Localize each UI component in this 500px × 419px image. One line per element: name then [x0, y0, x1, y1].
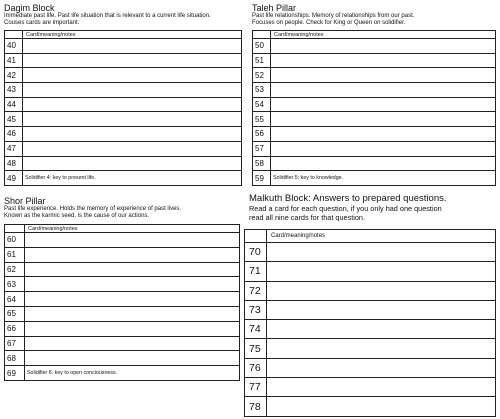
- row-number: 61: [5, 247, 25, 262]
- row-number: 57: [253, 141, 271, 156]
- solidifier-note: Solidifier 4: key to present life.: [23, 171, 242, 186]
- row-number: 42: [5, 68, 23, 83]
- solidifier-note: Solidifier 6: key to open conciousness.: [25, 366, 240, 381]
- shor-table-header: Card/meaning/notes: [25, 225, 240, 233]
- notes-cell[interactable]: [25, 277, 240, 292]
- notes-cell[interactable]: [271, 39, 496, 54]
- shor-table: [4, 224, 240, 381]
- shor-desc-line-1: Past life experience. Holds the memory of experience of past lives.: [4, 206, 182, 212]
- row-number: 63: [5, 277, 25, 292]
- notes-cell[interactable]: [25, 306, 240, 321]
- taleh-desc-line-2: Focuses on people. Check for King or Queen on solidifier.: [252, 20, 406, 26]
- row-number: 66: [5, 321, 25, 336]
- notes-cell[interactable]: [271, 53, 496, 68]
- row-number: 60: [5, 233, 25, 248]
- row-number: 59: [253, 171, 271, 186]
- row-number: 73: [245, 300, 267, 319]
- dagim-desc-line-1: Immediate past life. Past life situation that is relevant to a current life situation.: [4, 13, 211, 19]
- row-number: 53: [253, 83, 271, 98]
- notes-cell[interactable]: [25, 336, 240, 351]
- notes-cell[interactable]: [23, 127, 242, 142]
- row-number: 45: [5, 112, 23, 127]
- notes-cell[interactable]: [23, 112, 242, 127]
- row-number: 52: [253, 68, 271, 83]
- notes-cell[interactable]: [267, 378, 496, 397]
- malkuth-table: [244, 229, 496, 417]
- row-number: 65: [5, 306, 25, 321]
- taleh-table: [252, 30, 496, 186]
- notes-cell[interactable]: [267, 358, 496, 377]
- row-number: 67: [5, 336, 25, 351]
- row-number: 72: [245, 281, 267, 300]
- row-number: 69: [5, 366, 25, 381]
- malkuth-title: Malkuth Block: Answers to prepared questions.: [249, 193, 447, 204]
- row-number: 48: [5, 156, 23, 171]
- row-number: 51: [253, 53, 271, 68]
- shor-block: [4, 196, 244, 220]
- notes-cell[interactable]: [23, 83, 242, 98]
- row-number: 44: [5, 97, 23, 112]
- dagim-block: [4, 3, 244, 27]
- row-number: 50: [253, 39, 271, 54]
- taleh-table-header: Card/meaning/notes: [271, 31, 496, 39]
- row-number: 75: [245, 339, 267, 358]
- row-number: 64: [5, 292, 25, 307]
- row-number: 68: [5, 351, 25, 366]
- notes-cell[interactable]: [25, 233, 240, 248]
- malkuth-desc-line-1: Read a card for each question, if you only had one question: [249, 204, 442, 213]
- notes-cell[interactable]: [267, 339, 496, 358]
- row-number: 70: [245, 243, 267, 262]
- notes-cell[interactable]: [271, 141, 496, 156]
- solidifier-note: Solidifier 5: key to knowledge.: [271, 171, 496, 186]
- row-number: 41: [5, 53, 23, 68]
- dagim-table: [4, 30, 242, 186]
- taleh-block: [252, 3, 496, 27]
- notes-cell[interactable]: [23, 39, 242, 54]
- row-number: 71: [245, 262, 267, 281]
- notes-cell[interactable]: [25, 292, 240, 307]
- notes-cell[interactable]: [25, 351, 240, 366]
- notes-cell[interactable]: [271, 112, 496, 127]
- row-number: 54: [253, 97, 271, 112]
- shor-title: Shor Pillar: [4, 196, 46, 206]
- row-number: 74: [245, 320, 267, 339]
- malkuth-table-header: Card/meaning/notes: [267, 230, 496, 243]
- taleh-desc-line-1: Past life relationships. Memory of relationships from our past.: [252, 13, 415, 19]
- malkuth-desc-line-2: read all nine cards for that question.: [249, 213, 366, 222]
- notes-cell[interactable]: [267, 397, 496, 416]
- notes-cell[interactable]: [267, 300, 496, 319]
- row-number: 76: [245, 358, 267, 377]
- row-number: 40: [5, 39, 23, 54]
- notes-cell[interactable]: [271, 127, 496, 142]
- row-number: 55: [253, 112, 271, 127]
- malkuth-block: [249, 193, 497, 222]
- notes-cell[interactable]: [271, 68, 496, 83]
- dagim-title: Dagim Block: [4, 3, 55, 13]
- shor-desc-line-2: Known as the karmic seed, is the cause of our actions.: [4, 213, 150, 219]
- notes-cell[interactable]: [23, 141, 242, 156]
- row-number: 58: [253, 156, 271, 171]
- notes-cell[interactable]: [25, 321, 240, 336]
- taleh-title: Taleh Pillar: [252, 3, 297, 13]
- notes-cell[interactable]: [271, 156, 496, 171]
- dagim-table-header: Card/meaning/notes: [23, 31, 242, 39]
- notes-cell[interactable]: [25, 262, 240, 277]
- row-number: 62: [5, 262, 25, 277]
- row-number: 56: [253, 127, 271, 142]
- notes-cell[interactable]: [271, 97, 496, 112]
- notes-cell[interactable]: [271, 83, 496, 98]
- row-number: 46: [5, 127, 23, 142]
- notes-cell[interactable]: [267, 243, 496, 262]
- row-number: 78: [245, 397, 267, 416]
- notes-cell[interactable]: [23, 68, 242, 83]
- row-number: 47: [5, 141, 23, 156]
- dagim-desc-line-2: Couses cards are important.: [4, 20, 80, 26]
- notes-cell[interactable]: [267, 262, 496, 281]
- row-number: 77: [245, 378, 267, 397]
- notes-cell[interactable]: [25, 247, 240, 262]
- row-number: 43: [5, 83, 23, 98]
- notes-cell[interactable]: [23, 53, 242, 68]
- row-number: 49: [5, 171, 23, 186]
- notes-cell[interactable]: [23, 156, 242, 171]
- notes-cell[interactable]: [267, 281, 496, 300]
- notes-cell[interactable]: [267, 320, 496, 339]
- notes-cell[interactable]: [23, 97, 242, 112]
